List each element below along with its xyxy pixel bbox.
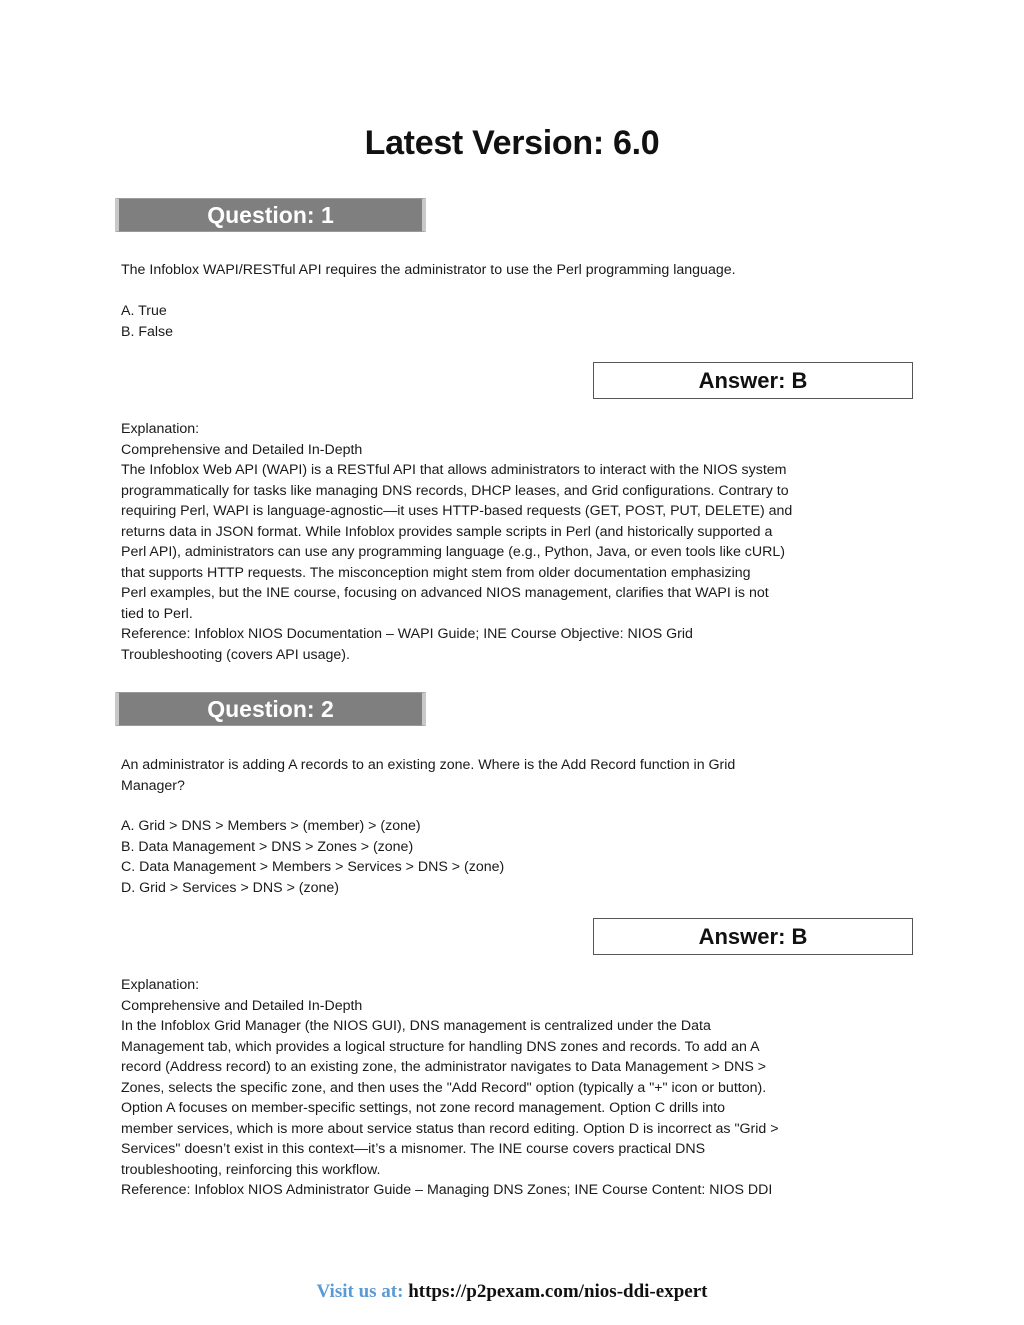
explanation-line: Reference: Infoblox NIOS Documentation – WAPI Guide; INE Course Objective: NIOS Grid [121,626,693,642]
question-2-answer [593,918,913,955]
question-2-header: Question: 2 [115,692,426,726]
question-2-stem [121,755,841,796]
question-1-header: Question: 1 [115,198,426,232]
explanation-line: Reference: Infoblox NIOS Administrator Guide – Managing DNS Zones; INE Course Content: NIOS DDI [121,1182,773,1198]
explanation-line: member services, which is more about service status than record editing. Option D is incorrect as "Grid > [121,1120,779,1137]
question-1-explanation [121,419,841,665]
explanation-line: Perl API), administrators can use any programming language (e.g., Python, Java, or even tools like cURL) [121,544,785,560]
question-2-explanation [121,975,841,1201]
page-footer [0,1281,1024,1303]
page-title: Latest Version: 6.0 [364,124,660,162]
explanation-line: tied to Perl. [121,605,193,622]
explanation-line: Zones, selects the specific zone, and then uses the "Add Record" option (typically a "+" icon or button). [121,1079,767,1096]
explanation-line: Services" doesn’t exist in this context—it’s a misnomer. The INE course covers practical DNS [121,1141,706,1157]
question-2-options [121,816,841,898]
answer-label: Answer: B [698,924,808,949]
question-1-stem [121,260,841,281]
explanation-line: that supports HTTP requests. The misconception might stem from older documentation emphasizing [121,564,751,581]
stem-line: Manager? [121,777,185,794]
explanation-line: Comprehensive and Detailed In-Depth [121,997,363,1014]
explanation-line: record (Address record) to an existing zone, the administrator navigates to Data Management > DNS > [121,1059,767,1075]
visit-label: Visit us at: [316,1281,404,1302]
explanation-line: In the Infoblox Grid Manager (the NIOS GUI), DNS management is centralized under the Data [121,1018,711,1034]
option-a: A. True [121,303,167,319]
answer-label: Answer: B [698,368,808,393]
explanation-line: troubleshooting, reinforcing this workflow. [121,1161,381,1178]
explanation-line: Troubleshooting (covers API usage). [121,646,350,663]
explanation-line: Explanation: [121,421,200,437]
option-a: A. Grid > DNS > Members > (member) > (zone) [121,818,421,834]
explanation-line: programmatically for tasks like managing DNS records, DHCP leases, and Grid configurations. Contrary to [121,482,789,499]
question-1-answer [593,362,913,399]
explanation-line: The Infoblox Web API (WAPI) is a RESTful API that allows administrators to interact with the NIOS system [121,462,787,478]
option-b: B. Data Management > DNS > Zones > (zone) [121,838,414,855]
explanation-line: Perl examples, but the INE course, focusing on advanced NIOS management, clarifies that WAPI is not [121,585,769,601]
option-c: C. Data Management > Members > Services > DNS > (zone) [121,859,505,875]
explanation-line: returns data in JSON format. While Infoblox provides sample scripts in Perl (and historically supported a [121,523,773,540]
explanation-line: Explanation: [121,977,200,993]
explanation-line: Option A focuses on member-specific settings, not zone record management. Option C drills into [121,1100,726,1116]
stem-line: The Infoblox WAPI/RESTful API requires the administrator to use the Perl programming language. [121,262,736,278]
question-1-options [121,301,841,342]
explanation-line: requiring Perl, WAPI is language-agnostic—it uses HTTP-based requests (GET, POST, PUT, DELETE) and [121,503,793,519]
explanation-line: Management tab, which provides a logical structure for handling DNS zones and records. To add an A [121,1038,760,1055]
explanation-line: Comprehensive and Detailed In-Depth [121,441,363,458]
stem-line: An administrator is adding A records to an existing zone. Where is the Add Record function in Grid [121,757,736,773]
footer-url-link[interactable]: https://p2pexam.com/nios-ddi-expert [408,1281,708,1302]
option-b: B. False [121,323,174,340]
option-d: D. Grid > Services > DNS > (zone) [121,879,340,896]
